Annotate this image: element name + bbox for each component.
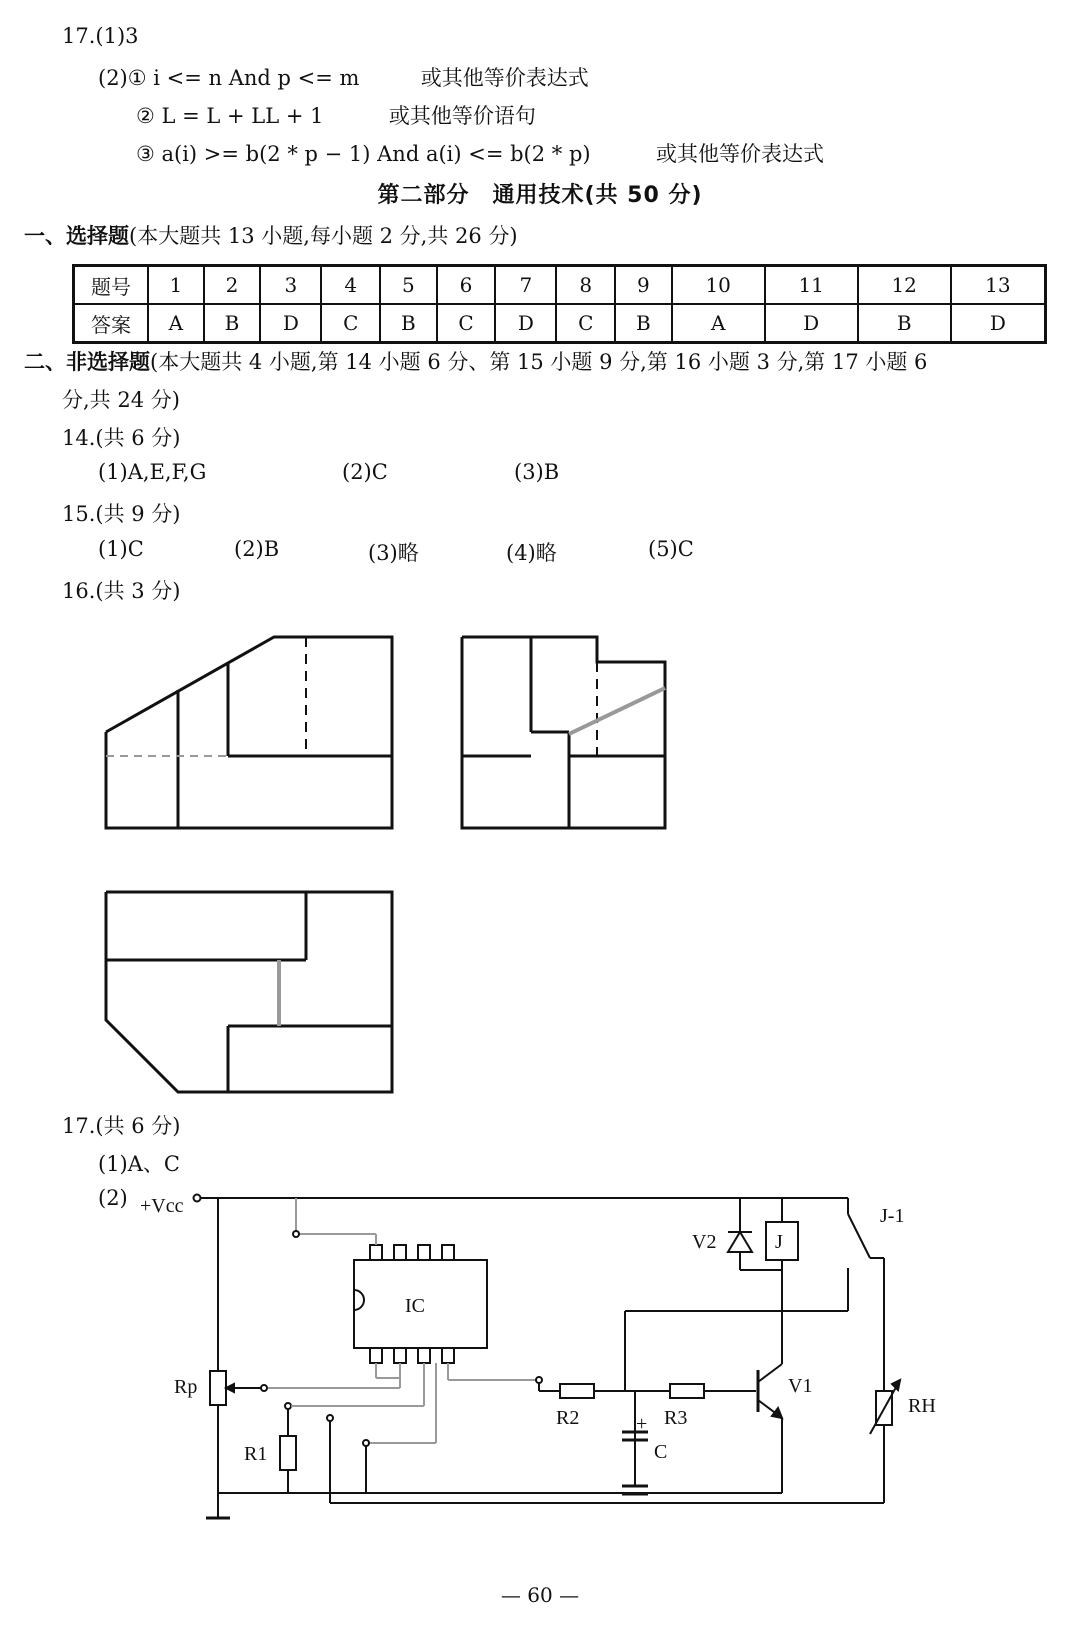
q17-prev-note1: 或其他等价表达式 [420,66,589,90]
answer-cell: B [615,304,672,343]
section1-lead: 一、选择题 [24,224,129,248]
q16-title: 16.(共 3 分) [62,579,181,603]
q15-answer-4: (4)略 [506,541,557,565]
answer-table-row2-label: 答案 [74,304,149,343]
answer-cell: A [148,304,204,343]
answer-number: 2 [204,266,261,305]
v1-label: V1 [788,1375,813,1397]
v2-label: V2 [692,1231,717,1253]
rp-label: Rp [174,1376,198,1398]
q17-prev-part1: 17.(1)3 [62,24,139,48]
resistor-rp [210,1371,226,1405]
resistor-r2 [560,1384,594,1398]
q17-prev-note2: 或其他等价语句 [388,104,536,128]
circuit-diagram [194,1195,901,1519]
answer-number: 9 [615,266,672,305]
q14-answer-1: (1)A,E,F,G [98,460,207,484]
c-plus-label: + [636,1413,648,1435]
rh-label: RH [908,1395,936,1417]
q15-title: 15.(共 9 分) [62,502,181,526]
q17-prev-expr1: (2)① i <= n And p <= m [98,66,360,90]
diode-v2 [728,1232,752,1252]
r1-label: R1 [244,1443,268,1465]
j-label: J [775,1231,783,1253]
answer-number: 4 [321,266,380,305]
answer-cell: A [672,304,765,343]
front-view-drawing [106,637,392,828]
ic-label: IC [405,1295,425,1317]
q17-prev-note3: 或其他等价表达式 [655,142,824,166]
section2-desc1: (本大题共 4 小题,第 14 小题 6 分、第 15 小题 9 分,第 16 小题 3 分,第 17 小题 6 [150,350,928,374]
q17-prev-expr2: ② L = L + LL + 1 [136,104,324,128]
q15-answer-2: (2)B [234,537,280,561]
answer-number: 3 [260,266,321,305]
q14-answer-2: (2)C [342,460,388,484]
q17-title: 17.(共 6 分) [62,1114,181,1138]
answer-number: 6 [437,266,496,305]
answer-cell: B [204,304,261,343]
answer-number: 11 [765,266,858,305]
answer-table-row1-label: 题号 [74,266,149,305]
answer-number: 12 [858,266,951,305]
answer-cell: B [380,304,437,343]
answer-cell: D [951,304,1046,343]
answer-cell: B [858,304,951,343]
answer-number: 10 [672,266,765,305]
vcc-terminal [194,1195,201,1202]
answer-cell: D [765,304,858,343]
answer-number: 5 [380,266,437,305]
answer-cell: D [495,304,556,343]
r2-label: R2 [556,1407,580,1429]
q15-answer-3: (3)略 [368,541,419,565]
page-number: — 60 — [500,1583,580,1607]
c-label: C [654,1441,668,1463]
answer-cell: D [260,304,321,343]
vcc-label: +Vcc [140,1195,184,1217]
resistor-r3 [670,1384,704,1398]
q17-prev-expr3: ③ a(i) >= b(2 * p − 1) And a(i) <= b(2 * p) [136,142,591,166]
answer-number: 13 [951,266,1046,305]
answer-cell: C [437,304,496,343]
side-view-drawing [462,637,665,828]
answer-cell: C [321,304,380,343]
q17-answer-2: (2) [98,1186,128,1210]
section2-lead: 二、非选择题 [24,350,150,374]
q14-title: 14.(共 6 分) [62,426,181,450]
answer-number: 8 [556,266,615,305]
section1-desc: (本大题共 13 小题,每小题 2 分,共 26 分) [129,224,518,248]
part2-title: 第二部分 通用技术(共 50 分) [377,183,703,208]
answer-number: 1 [148,266,204,305]
top-view-drawing [106,892,392,1092]
answer-cell: C [556,304,615,343]
q17-answer-1: (1)A、C [98,1152,180,1176]
q15-answer-1: (1)C [98,537,144,561]
resistor-r1 [280,1436,296,1470]
r3-label: R3 [664,1407,688,1429]
j1-label: J-1 [880,1205,905,1227]
answer-number: 7 [495,266,556,305]
q14-answer-3: (3)B [514,460,560,484]
q15-answer-5: (5)C [648,537,694,561]
section2-desc2: 分,共 24 分) [62,388,180,412]
